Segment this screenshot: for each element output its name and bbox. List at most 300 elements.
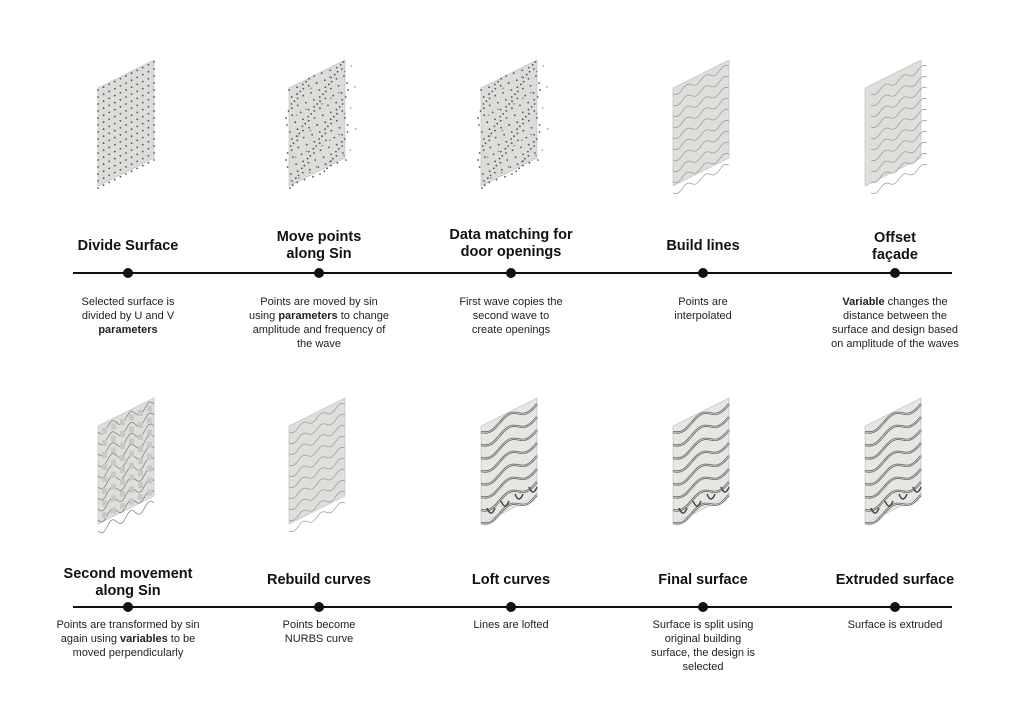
grid-point: [516, 121, 518, 123]
grid-point: [97, 187, 99, 189]
grid-point: [341, 92, 343, 94]
grid-point: [332, 95, 334, 97]
grid-point: [482, 173, 484, 175]
grid-point: [505, 106, 507, 108]
grid-point: [500, 78, 502, 80]
grid-point: [148, 71, 150, 73]
grid-point: [319, 100, 321, 102]
grid-point: [298, 175, 300, 177]
opening-block: [147, 406, 152, 412]
opening-block: [147, 442, 152, 448]
grid-point: [322, 114, 324, 116]
grid-point: [330, 119, 332, 121]
opening-block: [129, 463, 134, 469]
grid-point: [524, 158, 526, 160]
timeline-dot: [698, 268, 708, 278]
moved-point: [542, 107, 544, 109]
grid-point: [296, 135, 298, 137]
grid-point: [97, 173, 99, 175]
grid-point: [114, 81, 116, 83]
moved-point: [329, 139, 331, 141]
grid-point: [294, 100, 296, 102]
grid-point: [153, 159, 155, 161]
grid-point: [501, 155, 503, 157]
grid-point: [517, 133, 519, 135]
grid-point: [297, 147, 299, 149]
grid-point: [510, 138, 512, 140]
grid-point: [528, 109, 530, 111]
grid-point: [136, 133, 138, 135]
grid-point: [513, 72, 515, 74]
grid-point: [330, 112, 332, 114]
opening-block: [120, 455, 125, 461]
grid-point: [305, 102, 307, 104]
grid-point: [496, 179, 498, 181]
grid-point: [108, 119, 110, 121]
grid-point: [153, 75, 155, 77]
grid-point: [114, 165, 116, 167]
grid-point: [299, 91, 301, 93]
opening-block: [102, 512, 107, 518]
grid-point: [120, 85, 122, 87]
grid-point: [314, 117, 316, 119]
grid-point: [120, 99, 122, 101]
grid-point: [97, 103, 99, 105]
grid-point: [120, 106, 122, 108]
grid-point: [125, 159, 127, 161]
moved-point: [530, 92, 532, 94]
grid-point: [125, 89, 127, 91]
grid-point: [330, 88, 332, 90]
grid-point: [321, 72, 323, 74]
grid-point: [312, 148, 314, 150]
moved-point: [488, 114, 490, 116]
moved-point: [490, 177, 492, 179]
grid-point: [313, 106, 315, 108]
moved-point: [531, 134, 533, 136]
grid-point: [528, 113, 530, 115]
opening-block: [129, 415, 134, 421]
opening-block: [129, 487, 134, 493]
grid-point: [120, 162, 122, 164]
grid-point: [336, 67, 338, 69]
grid-point: [97, 159, 99, 161]
grid-point: [515, 156, 517, 158]
grid-point: [125, 131, 127, 133]
moved-point: [508, 166, 510, 168]
grid-point: [153, 68, 155, 70]
opening-block: [138, 446, 143, 452]
grid-point: [319, 142, 321, 144]
grid-point: [483, 96, 485, 98]
opening-block: [147, 478, 152, 484]
step-title: Divide Surface: [77, 238, 179, 254]
grid-point: [483, 138, 485, 140]
grid-point: [301, 154, 303, 156]
grid-point: [330, 130, 332, 132]
grid-point: [131, 128, 133, 130]
grid-point: [136, 168, 138, 170]
opening-block: [111, 484, 116, 490]
grid-point: [332, 158, 334, 160]
grid-point: [483, 149, 485, 151]
grid-point: [336, 155, 338, 157]
grid-point: [304, 123, 306, 125]
grid-point: [136, 112, 138, 114]
grid-point: [517, 86, 519, 88]
grid-point: [142, 137, 144, 139]
grid-point: [482, 145, 484, 147]
opening-block: [120, 443, 125, 449]
grid-point: [522, 112, 524, 114]
grid-point: [120, 120, 122, 122]
step-description: Points are moved by sin using parameters to change amplitude and frequency of the wave: [248, 296, 390, 350]
grid-point: [131, 72, 133, 74]
grid-point: [505, 99, 507, 101]
grid-point: [125, 82, 127, 84]
grid-point: [291, 138, 293, 140]
grid-point: [108, 105, 110, 107]
grid-point: [339, 106, 341, 108]
step-figure: [653, 388, 753, 538]
grid-point: [302, 95, 304, 97]
grid-point: [136, 161, 138, 163]
grid-point: [500, 85, 502, 87]
grid-point: [297, 128, 299, 130]
grid-point: [529, 71, 531, 73]
grid-point: [103, 156, 105, 158]
grid-point: [522, 130, 524, 132]
grid-point: [302, 161, 304, 163]
grid-point: [142, 95, 144, 97]
opening-block: [111, 424, 116, 430]
grid-point: [114, 116, 116, 118]
surface-panel: [865, 60, 921, 186]
grid-point: [347, 124, 349, 126]
grid-point: [108, 126, 110, 128]
grid-point: [313, 75, 315, 77]
grid-point: [539, 124, 541, 126]
grid-point: [142, 67, 144, 69]
grid-point: [504, 176, 506, 178]
grid-point: [499, 158, 501, 160]
moved-point: [331, 160, 333, 162]
grid-point: [136, 119, 138, 121]
grid-point: [485, 142, 487, 144]
grid-point: [533, 110, 535, 112]
grid-point: [148, 148, 150, 150]
moved-point: [338, 92, 340, 94]
moved-point: [543, 65, 545, 67]
grid-point: [131, 93, 133, 95]
grid-point: [506, 117, 508, 119]
grid-point: [302, 88, 304, 90]
step-description: Points become NURBS curve: [282, 619, 356, 645]
grid-point: [142, 165, 144, 167]
step-title: Rebuild curves: [267, 572, 371, 588]
grid-point: [142, 88, 144, 90]
grid-point: [308, 78, 310, 80]
step-description: Surface is extruded: [847, 619, 943, 631]
moved-point: [296, 114, 298, 116]
figure-group: [481, 398, 537, 524]
grid-point: [313, 152, 315, 154]
grid-point: [338, 85, 340, 87]
grid-point: [505, 152, 507, 154]
grid-point: [297, 98, 299, 100]
grid-point: [108, 91, 110, 93]
grid-point: [494, 126, 496, 128]
opening-block: [138, 482, 143, 488]
grid-point: [517, 98, 519, 100]
grid-point: [114, 88, 116, 90]
grid-point: [103, 114, 105, 116]
grid-point: [520, 147, 522, 149]
grid-point: [311, 134, 313, 136]
opening-block: [147, 430, 152, 436]
grid-point: [330, 77, 332, 79]
grid-point: [318, 89, 320, 91]
grid-point: [494, 95, 496, 97]
grid-point: [103, 135, 105, 137]
moved-point: [502, 130, 504, 132]
grid-point: [290, 173, 292, 175]
grid-point: [330, 165, 332, 167]
opening-block: [129, 499, 134, 505]
opening-block: [102, 428, 107, 434]
grid-point: [125, 124, 127, 126]
grid-point: [477, 117, 479, 119]
grid-point: [487, 177, 489, 179]
grid-point: [97, 131, 99, 133]
grid-point: [324, 79, 326, 81]
grid-point: [323, 156, 325, 158]
grid-point: [525, 137, 527, 139]
opening-block: [120, 467, 125, 473]
grid-point: [308, 109, 310, 111]
grid-point: [103, 128, 105, 130]
grid-point: [108, 168, 110, 170]
grid-point: [488, 93, 490, 95]
grid-point: [479, 166, 481, 168]
grid-point: [108, 84, 110, 86]
grid-point: [148, 155, 150, 157]
grid-point: [535, 75, 537, 77]
grid-point: [97, 89, 99, 91]
grid-point: [531, 106, 533, 108]
grid-point: [517, 163, 519, 165]
timeline-dot: [314, 268, 324, 278]
grid-point: [503, 134, 505, 136]
grid-point: [519, 105, 521, 107]
grid-point: [324, 121, 326, 123]
grid-point: [345, 159, 347, 161]
grid-point: [148, 120, 150, 122]
grid-point: [325, 86, 327, 88]
grid-point: [114, 172, 116, 174]
timeline-dot: [123, 602, 133, 612]
grid-point: [522, 165, 524, 167]
grid-point: [319, 107, 321, 109]
grid-point: [136, 84, 138, 86]
grid-point: [533, 92, 535, 94]
grid-point: [125, 103, 127, 105]
grid-point: [108, 133, 110, 135]
grid-point: [502, 113, 504, 115]
grid-point: [300, 112, 302, 114]
grid-point: [136, 126, 138, 128]
grid-point: [114, 102, 116, 104]
moved-point: [309, 172, 311, 174]
grid-point: [481, 187, 483, 189]
grid-point: [538, 82, 540, 84]
grid-point: [290, 145, 292, 147]
grid-point: [136, 140, 138, 142]
grid-point: [484, 184, 486, 186]
grid-point: [287, 166, 289, 168]
grid-point: [505, 110, 507, 112]
grid-point: [510, 89, 512, 91]
grid-point: [527, 151, 529, 153]
grid-point: [108, 154, 110, 156]
grid-point: [483, 107, 485, 109]
grid-point: [534, 103, 536, 105]
grid-point: [291, 103, 293, 105]
grid-point: [522, 88, 524, 90]
grid-point: [501, 169, 503, 171]
figure-group: [673, 398, 729, 524]
grid-point: [153, 96, 155, 98]
moved-point: [487, 156, 489, 158]
opening-block: [138, 422, 143, 428]
grid-point: [341, 141, 343, 143]
grid-point: [344, 117, 346, 119]
grid-point: [539, 131, 541, 133]
grid-point: [327, 126, 329, 128]
grid-point: [303, 165, 305, 167]
grid-point: [508, 124, 510, 126]
opening-block: [147, 418, 152, 424]
opening-block: [120, 491, 125, 497]
grid-point: [108, 98, 110, 100]
grid-point: [313, 110, 315, 112]
grid-point: [288, 110, 290, 112]
grid-point: [108, 147, 110, 149]
grid-point: [97, 124, 99, 126]
grid-point: [125, 166, 127, 168]
grid-point: [103, 100, 105, 102]
grid-point: [295, 163, 297, 165]
grid-point: [131, 100, 133, 102]
grid-point: [522, 123, 524, 125]
grid-point: [483, 114, 485, 116]
grid-point: [308, 120, 310, 122]
opening-block: [138, 470, 143, 476]
figure-group: [865, 398, 921, 524]
grid-point: [523, 81, 525, 83]
moved-point: [349, 149, 351, 151]
opening-block: [102, 476, 107, 482]
grid-point: [319, 173, 321, 175]
grid-point: [153, 124, 155, 126]
grid-point: [486, 121, 488, 123]
grid-point: [125, 152, 127, 154]
grid-point: [291, 96, 293, 98]
moved-point: [344, 71, 346, 73]
grid-point: [494, 84, 496, 86]
moved-point: [306, 151, 308, 153]
grid-point: [131, 156, 133, 158]
grid-point: [148, 106, 150, 108]
opening-block: [111, 472, 116, 478]
grid-point: [537, 159, 539, 161]
grid-point: [120, 155, 122, 157]
grid-point: [480, 110, 482, 112]
grid-point: [301, 168, 303, 170]
grid-point: [287, 152, 289, 154]
grid-point: [494, 88, 496, 90]
opening-block: [102, 440, 107, 446]
moved-point: [305, 109, 307, 111]
grid-point: [477, 159, 479, 161]
grid-point: [307, 158, 309, 160]
grid-point: [108, 112, 110, 114]
grid-point: [504, 148, 506, 150]
grid-point: [325, 133, 327, 135]
grid-point: [307, 116, 309, 118]
grid-point: [114, 144, 116, 146]
opening-block: [138, 434, 143, 440]
timeline-dot: [314, 602, 324, 612]
grid-point: [103, 107, 105, 109]
moved-point: [351, 65, 353, 67]
grid-point: [153, 145, 155, 147]
grid-point: [500, 120, 502, 122]
step-description: Points are interpolated: [674, 296, 732, 322]
grid-point: [288, 89, 290, 91]
opening-block: [102, 500, 107, 506]
grid-point: [142, 109, 144, 111]
grid-point: [533, 145, 535, 147]
grid-point: [153, 89, 155, 91]
grid-point: [298, 133, 300, 135]
grid-point: [325, 163, 327, 165]
grid-point: [316, 124, 318, 126]
grid-point: [142, 123, 144, 125]
grid-point: [108, 182, 110, 184]
step-figure: [269, 50, 369, 200]
grid-point: [490, 175, 492, 177]
grid-point: [125, 145, 127, 147]
moved-point: [354, 86, 356, 88]
grid-point: [479, 152, 481, 154]
grid-point: [502, 92, 504, 94]
grid-point: [308, 127, 310, 129]
grid-point: [103, 163, 105, 165]
grid-point: [323, 170, 325, 172]
grid-point: [114, 123, 116, 125]
grid-point: [131, 121, 133, 123]
grid-point: [153, 110, 155, 112]
grid-point: [497, 102, 499, 104]
grid-point: [528, 67, 530, 69]
figure-group: [289, 398, 345, 532]
grid-point: [114, 137, 116, 139]
grid-point: [153, 131, 155, 133]
grid-point: [296, 93, 298, 95]
grid-point: [336, 78, 338, 80]
grid-point: [322, 93, 324, 95]
